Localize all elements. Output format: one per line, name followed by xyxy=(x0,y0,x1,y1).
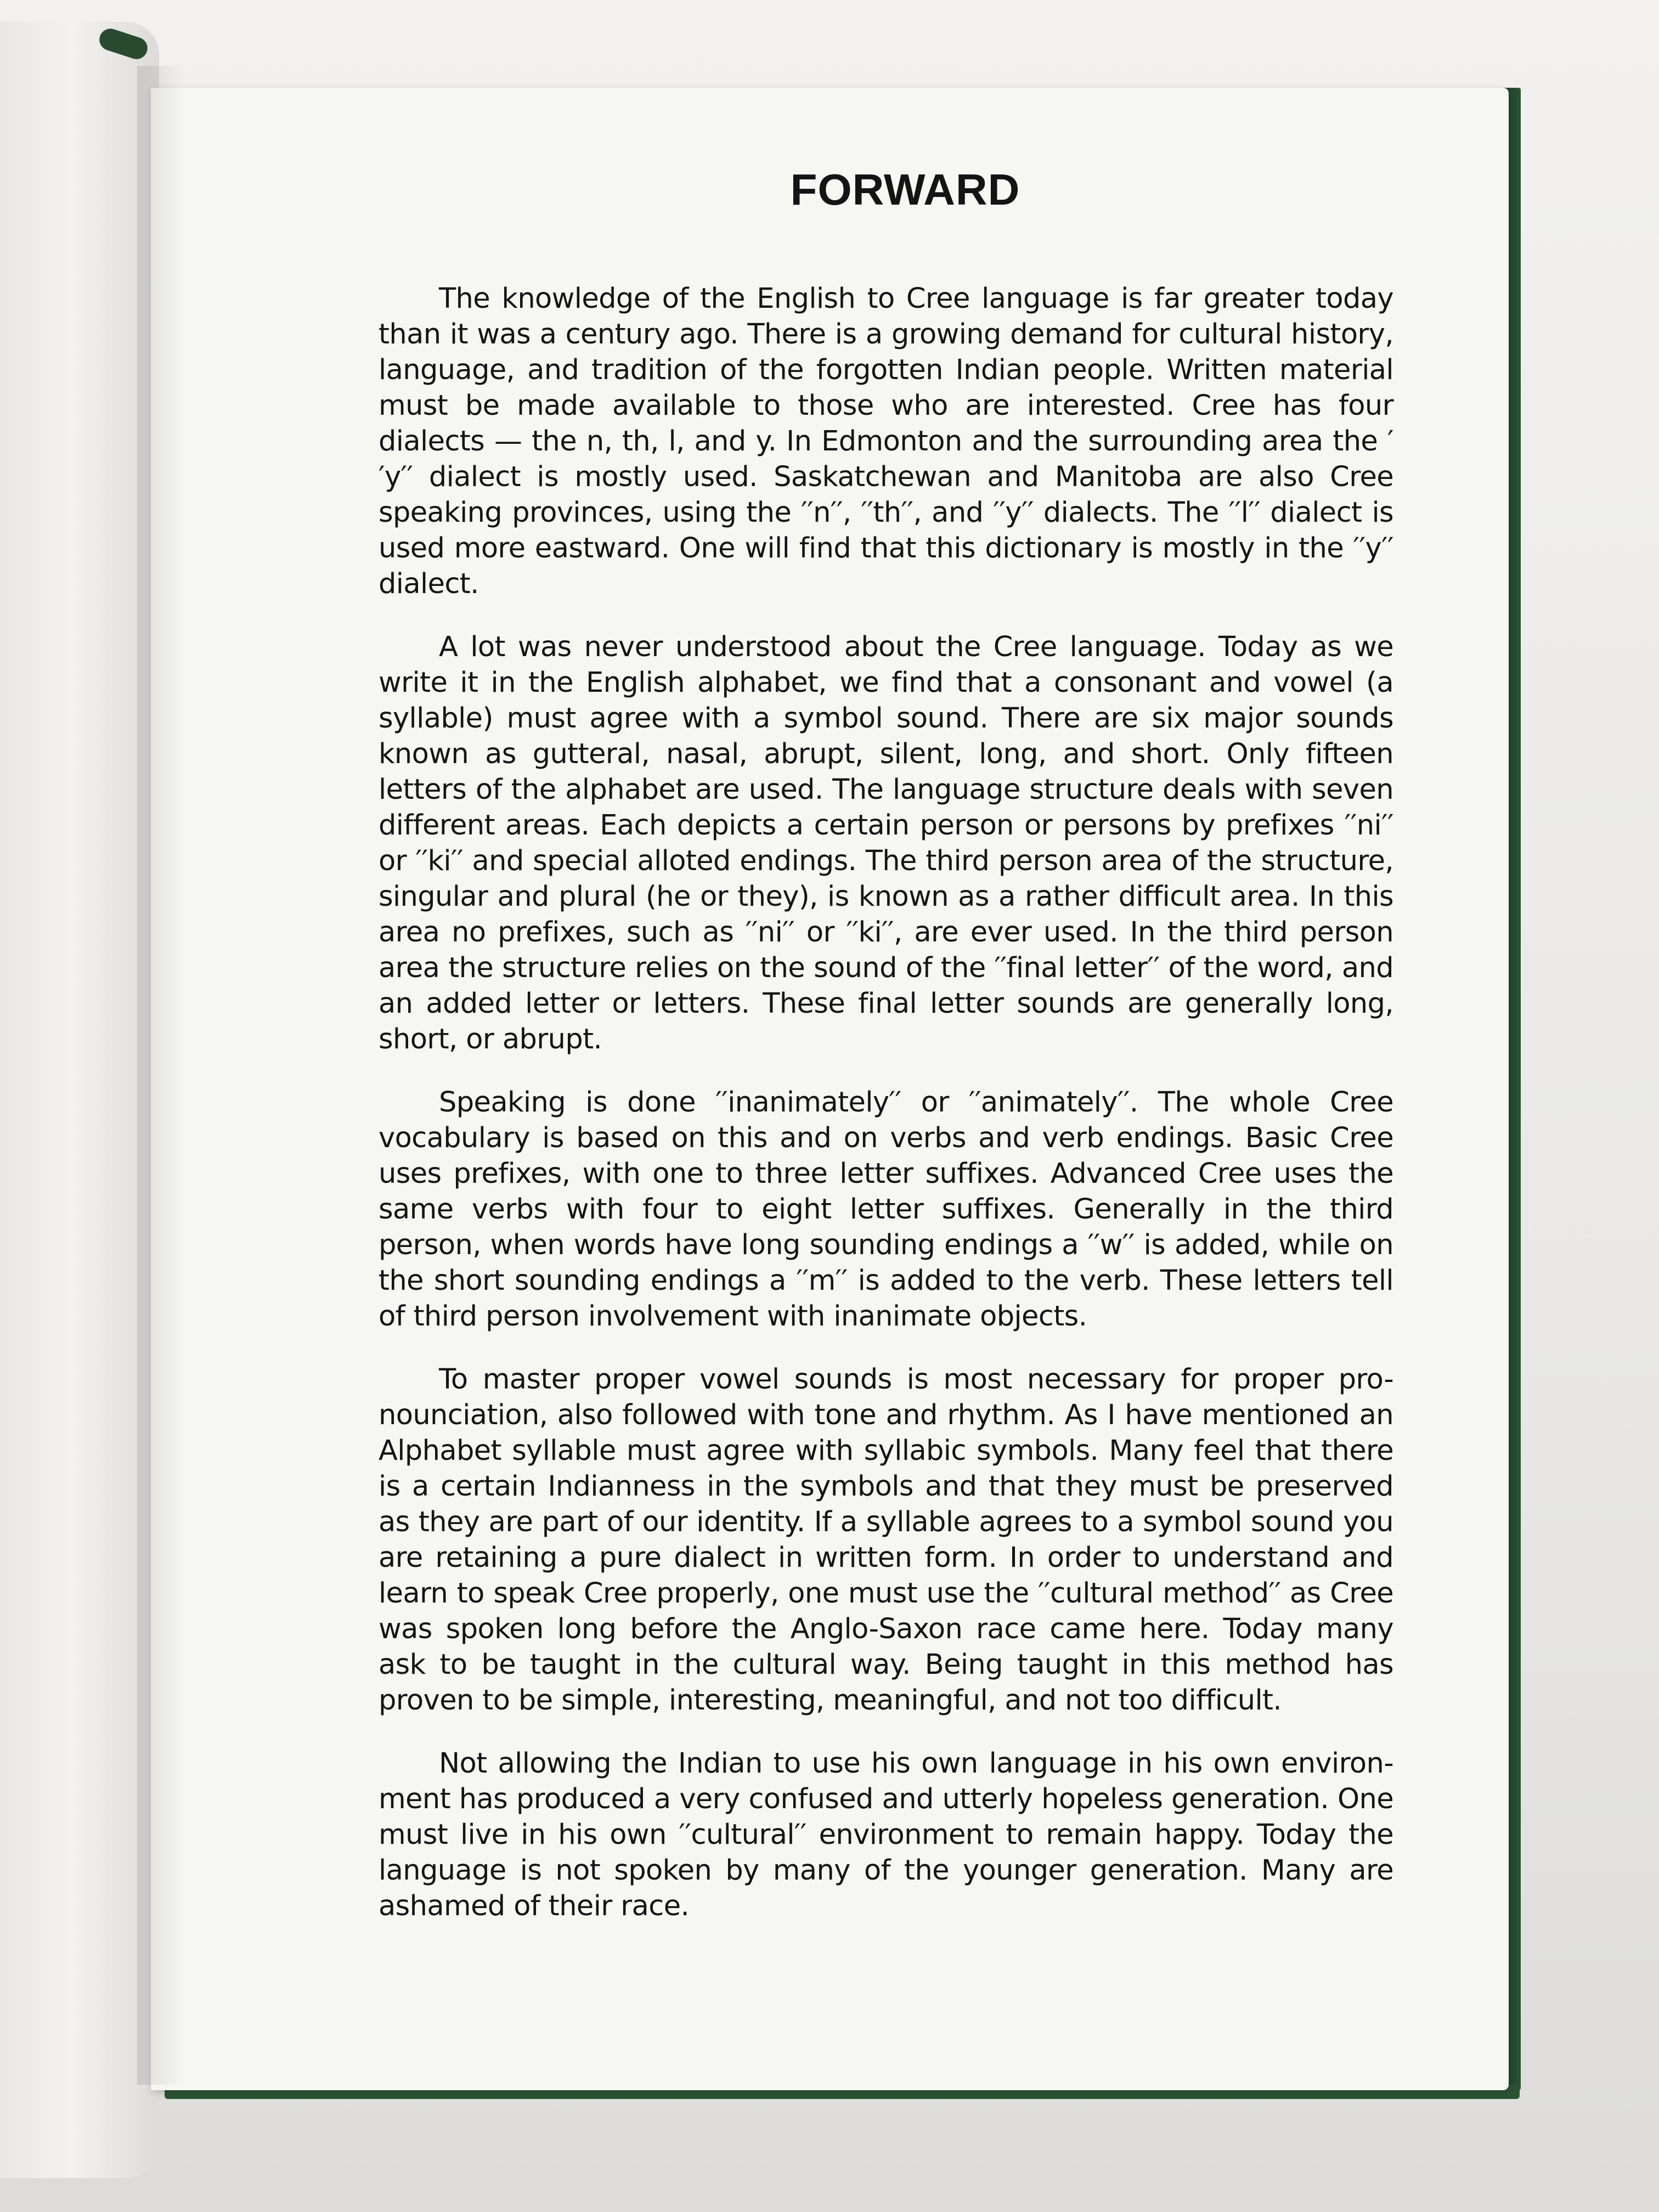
paragraph-1: The knowledge of the English to Cree language is far greater today than it was a century ago. There is a growing demand for cultural history, language, and tradition of the forgotten Indian people. Written material must be made available to those who are interested. Cree has four dialects — the n, th, l, and y. In Edmonton and the surrounding area the ′′y′′ dialect is mostly used. Saskatchewan and Manitoba are also Cree speaking provinces, using the ′′n′′, ′′th′′, and ′′y′′ dialects. The ′′l′′ dialect is used more eastward. One will find that this dictionary is mostly in the ′′y′′ dialect. xyxy=(379,283,1393,600)
page-title: FORWARD xyxy=(790,165,1020,214)
book-page xyxy=(151,88,1509,2090)
spine-shadow xyxy=(137,66,187,2085)
paragraph-4: To master proper vowel sounds is most necessary for proper pro-nounciation, also followed with tone and rhythm. As I have mentioned an Alphabet syllable must agree with syllabic symbols. Many feel that there is a certain Indianness in the symbols and that they must be preserved as they are part of our identity. If a syllable agrees to a symbol sound you are retaining a pure dialect in written form. In order to understand and learn to speak Cree properly, one must use the ′′cultural method′′ as Cree was spoken long before the Anglo-Saxon race came here. Today many ask to be taught in the cultural way. Being taught in this method has proven to be simple, interesting, meaningful, and not too difficult. xyxy=(379,1363,1393,1717)
paragraph-5: Not allowing the Indian to use his own language in his own environ-ment has produced a very confused and utterly hopeless generation. One must live in his own ′′cultural′′ environment to remain happy. Today the language is not spoken by many of the younger generation. Many are ashamed of their race. xyxy=(379,1747,1393,1922)
paragraph-2: A lot was never understood about the Cree language. Today as we write it in the English alphabet, we find that a consonant and vowel (a syllable) must agree with a symbol sound. There are six major sounds known as gutteral, nasal, abrupt, silent, long, and short. Only fifteen letters of the alphabet are used. The language structure deals with seven different areas. Each depicts a certain person or persons by prefixes ′′ni′′ or ′′ki′′ and special alloted endings. The third person area of the structure, singular and plural (he or they), is known as a rather difficult area. In this area no prefixes, such as ′′ni′′ or ′′ki′′, are ever used. In the third person area the structure relies on the sound of the ′′final letter′′ of the word, and an added letter or letters. These final letter sounds are generally long, short, or abrupt. xyxy=(379,631,1393,1056)
left-facing-page xyxy=(0,22,159,2178)
page-content xyxy=(379,165,1393,1951)
paragraph-3: Speaking is done ′′inanimately′′ or ′′animately′′. The whole Cree vocabulary is based on this and on verbs and verb endings. Basic Cree uses prefixes, with one to three letter suffixes. Advanced Cree uses the same verbs with four to eight letter suffixes. Generally in the third person, when words have long sounding endings a ′′w′′ is added, while on the short sounding endings a ′′m′′ is added to the verb. These letters tell of third person involvement with inanimate objects. xyxy=(379,1086,1393,1333)
